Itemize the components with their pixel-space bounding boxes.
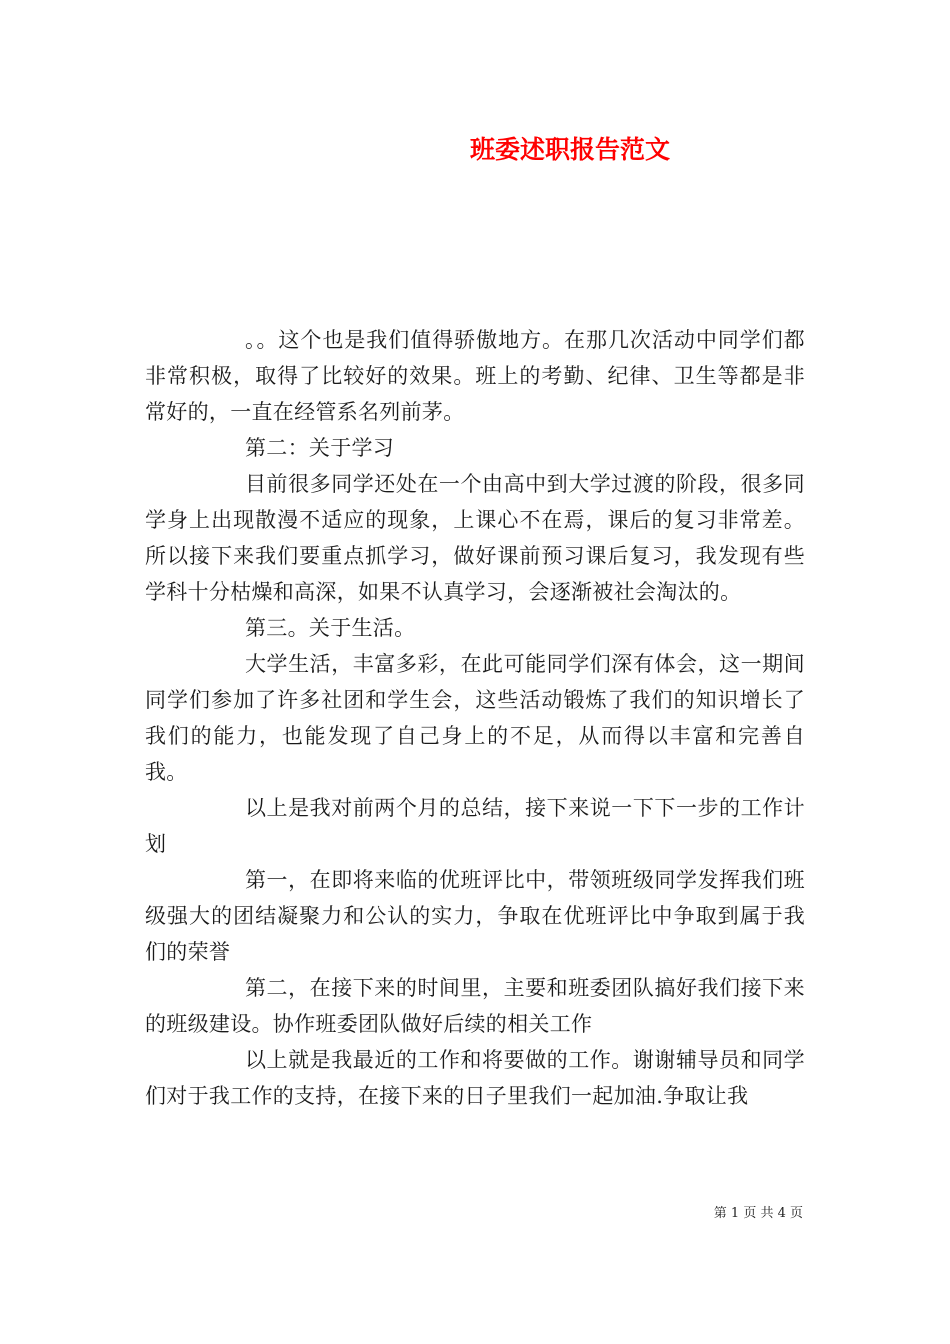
paragraph: 以上是我对前两个月的总结，接下来说一下下一步的工作计划 <box>145 796 805 856</box>
section-heading-life: 第三。关于生活。 <box>245 616 416 640</box>
page-number-footer: 第 1 页 共 4 页 <box>713 1206 803 1221</box>
paragraph: 目前很多同学还处在一个由高中到大学过渡的阶段，很多同学身上出现散漫不适应的现象，上课心不在焉，课后的复习非常差。所以接下来我们要重点抓学习，做好课前预习课后复习，我发现有些学科十分枯燥和高深，如果不认真学习，会逐渐被社会淘汰的。 <box>145 472 805 604</box>
document-body <box>145 322 805 1114</box>
section-heading-study: 第二：关于学习 <box>245 436 395 460</box>
document-title: 班委述职报告范文 <box>469 135 670 164</box>
paragraph: 。。这个也是我们值得骄傲地方。在那几次活动中同学们都非常积极，取得了比较好的效果。班上的考勤、纪律、卫生等都是非常好的，一直在经管系名列前茅。 <box>145 328 805 424</box>
paragraph: 以上就是我最近的工作和将要做的工作。谢谢辅导员和同学们对于我工作的支持，在接下来的日子里我们一起加油.争取让我 <box>145 1048 805 1108</box>
paragraph: 第二，在接下来的时间里，主要和班委团队搞好我们接下来的班级建设。协作班委团队做好后续的相关工作 <box>145 976 805 1036</box>
paragraph: 第一，在即将来临的优班评比中，带领班级同学发挥我们班级强大的团结凝聚力和公认的实力，争取在优班评比中争取到属于我们的荣誉 <box>145 868 805 964</box>
paragraph: 大学生活，丰富多彩，在此可能同学们深有体会，这一期间同学们参加了许多社团和学生会，这些活动锻炼了我们的知识增长了我们的能力，也能发现了自己身上的不足，从而得以丰富和完善自我。 <box>145 652 805 784</box>
